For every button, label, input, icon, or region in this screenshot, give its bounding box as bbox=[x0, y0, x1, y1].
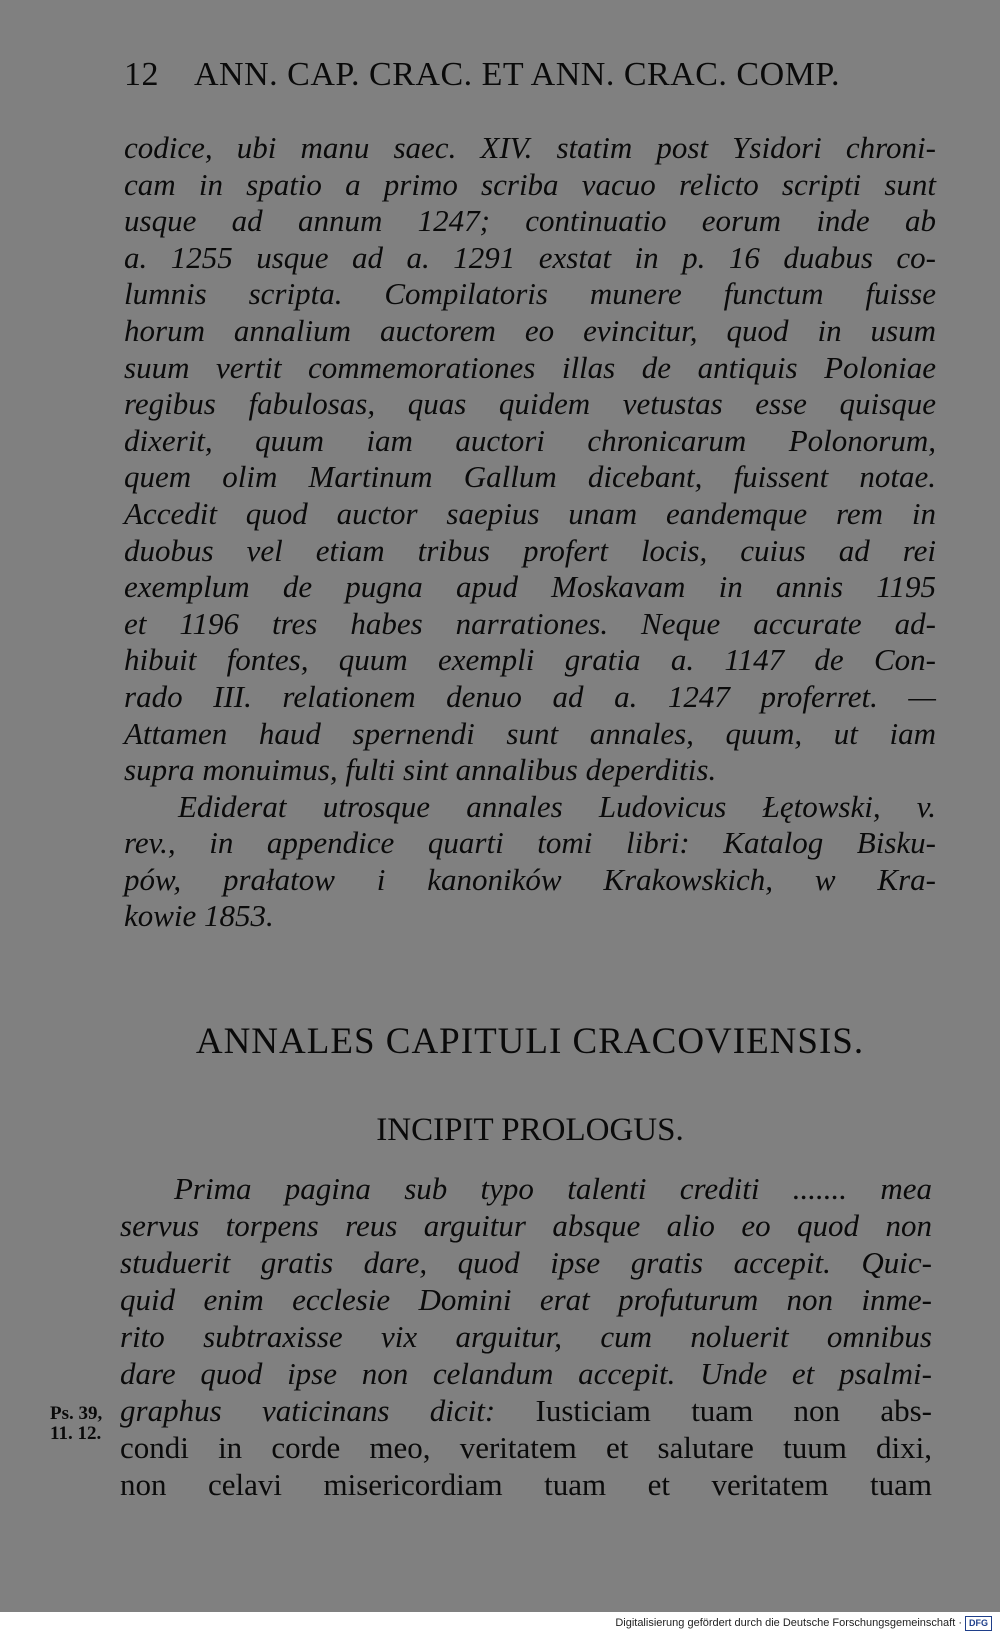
text-fragment-italic: graphus vaticinans dicit: bbox=[120, 1393, 496, 1428]
digitization-footer bbox=[600, 1614, 992, 1633]
section-title: ANNALES CAPITULI CRACOVIENSIS. bbox=[195, 1021, 865, 1062]
footer-text: Digitalisierung gefördert durch die Deutsche Forschungsgemeinschaft · bbox=[615, 1617, 962, 1629]
margin-reference-line: Ps. 39, bbox=[50, 1403, 103, 1424]
intro-paragraph bbox=[124, 130, 936, 935]
text-line: lumnis scripta. Compilatoris munere functum fuisse bbox=[124, 276, 936, 312]
text-line: hibuit fontes, quum exempli gratia a. 1147 de Con- bbox=[124, 642, 936, 678]
text-line: studuerit gratis dare, quod ipse gratis accepit. Quic- bbox=[120, 1245, 932, 1280]
text-line: cam in spatio a primo scriba vacuo relicto scripti sunt bbox=[124, 166, 936, 202]
margin-reference-line: 11. 12. bbox=[50, 1423, 102, 1444]
text-line: a. 1255 usque ad a. 1291 exstat in p. 16 duabus co- bbox=[124, 239, 936, 275]
running-head bbox=[124, 56, 876, 94]
text-line: codice, ubi manu saec. XIV. statim post Ysidori chroni- bbox=[124, 130, 936, 165]
text-line: exemplum de pugna apud Moskavam in annis 1195 bbox=[124, 569, 936, 605]
prologue-heading: INCIPIT PROLOGUS. bbox=[376, 1112, 684, 1148]
text-line: quid enim ecclesie Domini erat profuturum non inme- bbox=[120, 1282, 932, 1317]
text-line: usque ad annum 1247; continuatio eorum inde ab bbox=[124, 203, 936, 239]
text-line: rito subtraxisse vix arguitur, cum noluerit omnibus bbox=[120, 1319, 932, 1354]
text-line: regibus fabulosas, quas quidem vetustas esse quisque bbox=[124, 386, 936, 422]
text-line: kowie 1853. bbox=[124, 898, 274, 934]
text-line: dixerit, quum iam auctori chronicarum Polonorum, bbox=[124, 422, 936, 458]
text-line: horum annalium auctorem eo evincitur, quod in usum bbox=[124, 312, 936, 348]
text-line: pów, prałatow i kanoników Krakowskich, w Kra- bbox=[124, 861, 936, 897]
text-fragment-upright: Iusticiam tuam non abs- bbox=[535, 1393, 932, 1428]
text-line: dare quod ipse non celandum accepit. Unde et psalmi- bbox=[120, 1356, 932, 1391]
text-line: Ediderat utrosque annales Ludovicus Łętowski, v. bbox=[178, 788, 936, 824]
text-line: Attamen haud spernendi sunt annales, quum, ut iam bbox=[124, 715, 936, 751]
text-line: suum vertit commemorationes illas de antiquis Poloniae bbox=[124, 349, 936, 385]
margin-reference bbox=[50, 1404, 120, 1444]
text-line bbox=[120, 1392, 932, 1429]
text-line: condi in corde meo, veritatem et salutare tuum dixi, bbox=[120, 1430, 932, 1465]
text-line: servus torpens reus arguitur absque alio eo quod non bbox=[120, 1208, 932, 1243]
running-head-title: ANN. CAP. CRAC. ET ANN. CRAC. COMP. bbox=[194, 56, 841, 93]
text-line: rado III. relationem denuo ad a. 1247 proferret. — bbox=[124, 678, 936, 714]
text-line: rev., in appendice quarti tomi libri: Katalog Bisku- bbox=[124, 825, 936, 861]
text-line: et 1196 tres habes narrationes. Neque accurate ad- bbox=[124, 605, 936, 641]
text-line: duobus vel etiam tribus profert locis, cuius ad rei bbox=[124, 532, 936, 568]
prologue-paragraph bbox=[120, 1170, 932, 1503]
dfg-logo: DFG bbox=[965, 1616, 992, 1631]
text-line: quem olim Martinum Gallum dicebant, fuissent notae. bbox=[124, 459, 936, 495]
text-line: Prima pagina sub typo talenti crediti ....... mea bbox=[174, 1171, 932, 1206]
text-line: supra monuimus, fulti sint annalibus deperditis. bbox=[124, 752, 717, 788]
text-line: Accedit quod auctor saepius unam eandemque rem in bbox=[124, 495, 936, 531]
page-number: 12 bbox=[124, 56, 159, 93]
text-line: non celavi misericordiam tuam et veritatem tuam bbox=[120, 1467, 932, 1502]
